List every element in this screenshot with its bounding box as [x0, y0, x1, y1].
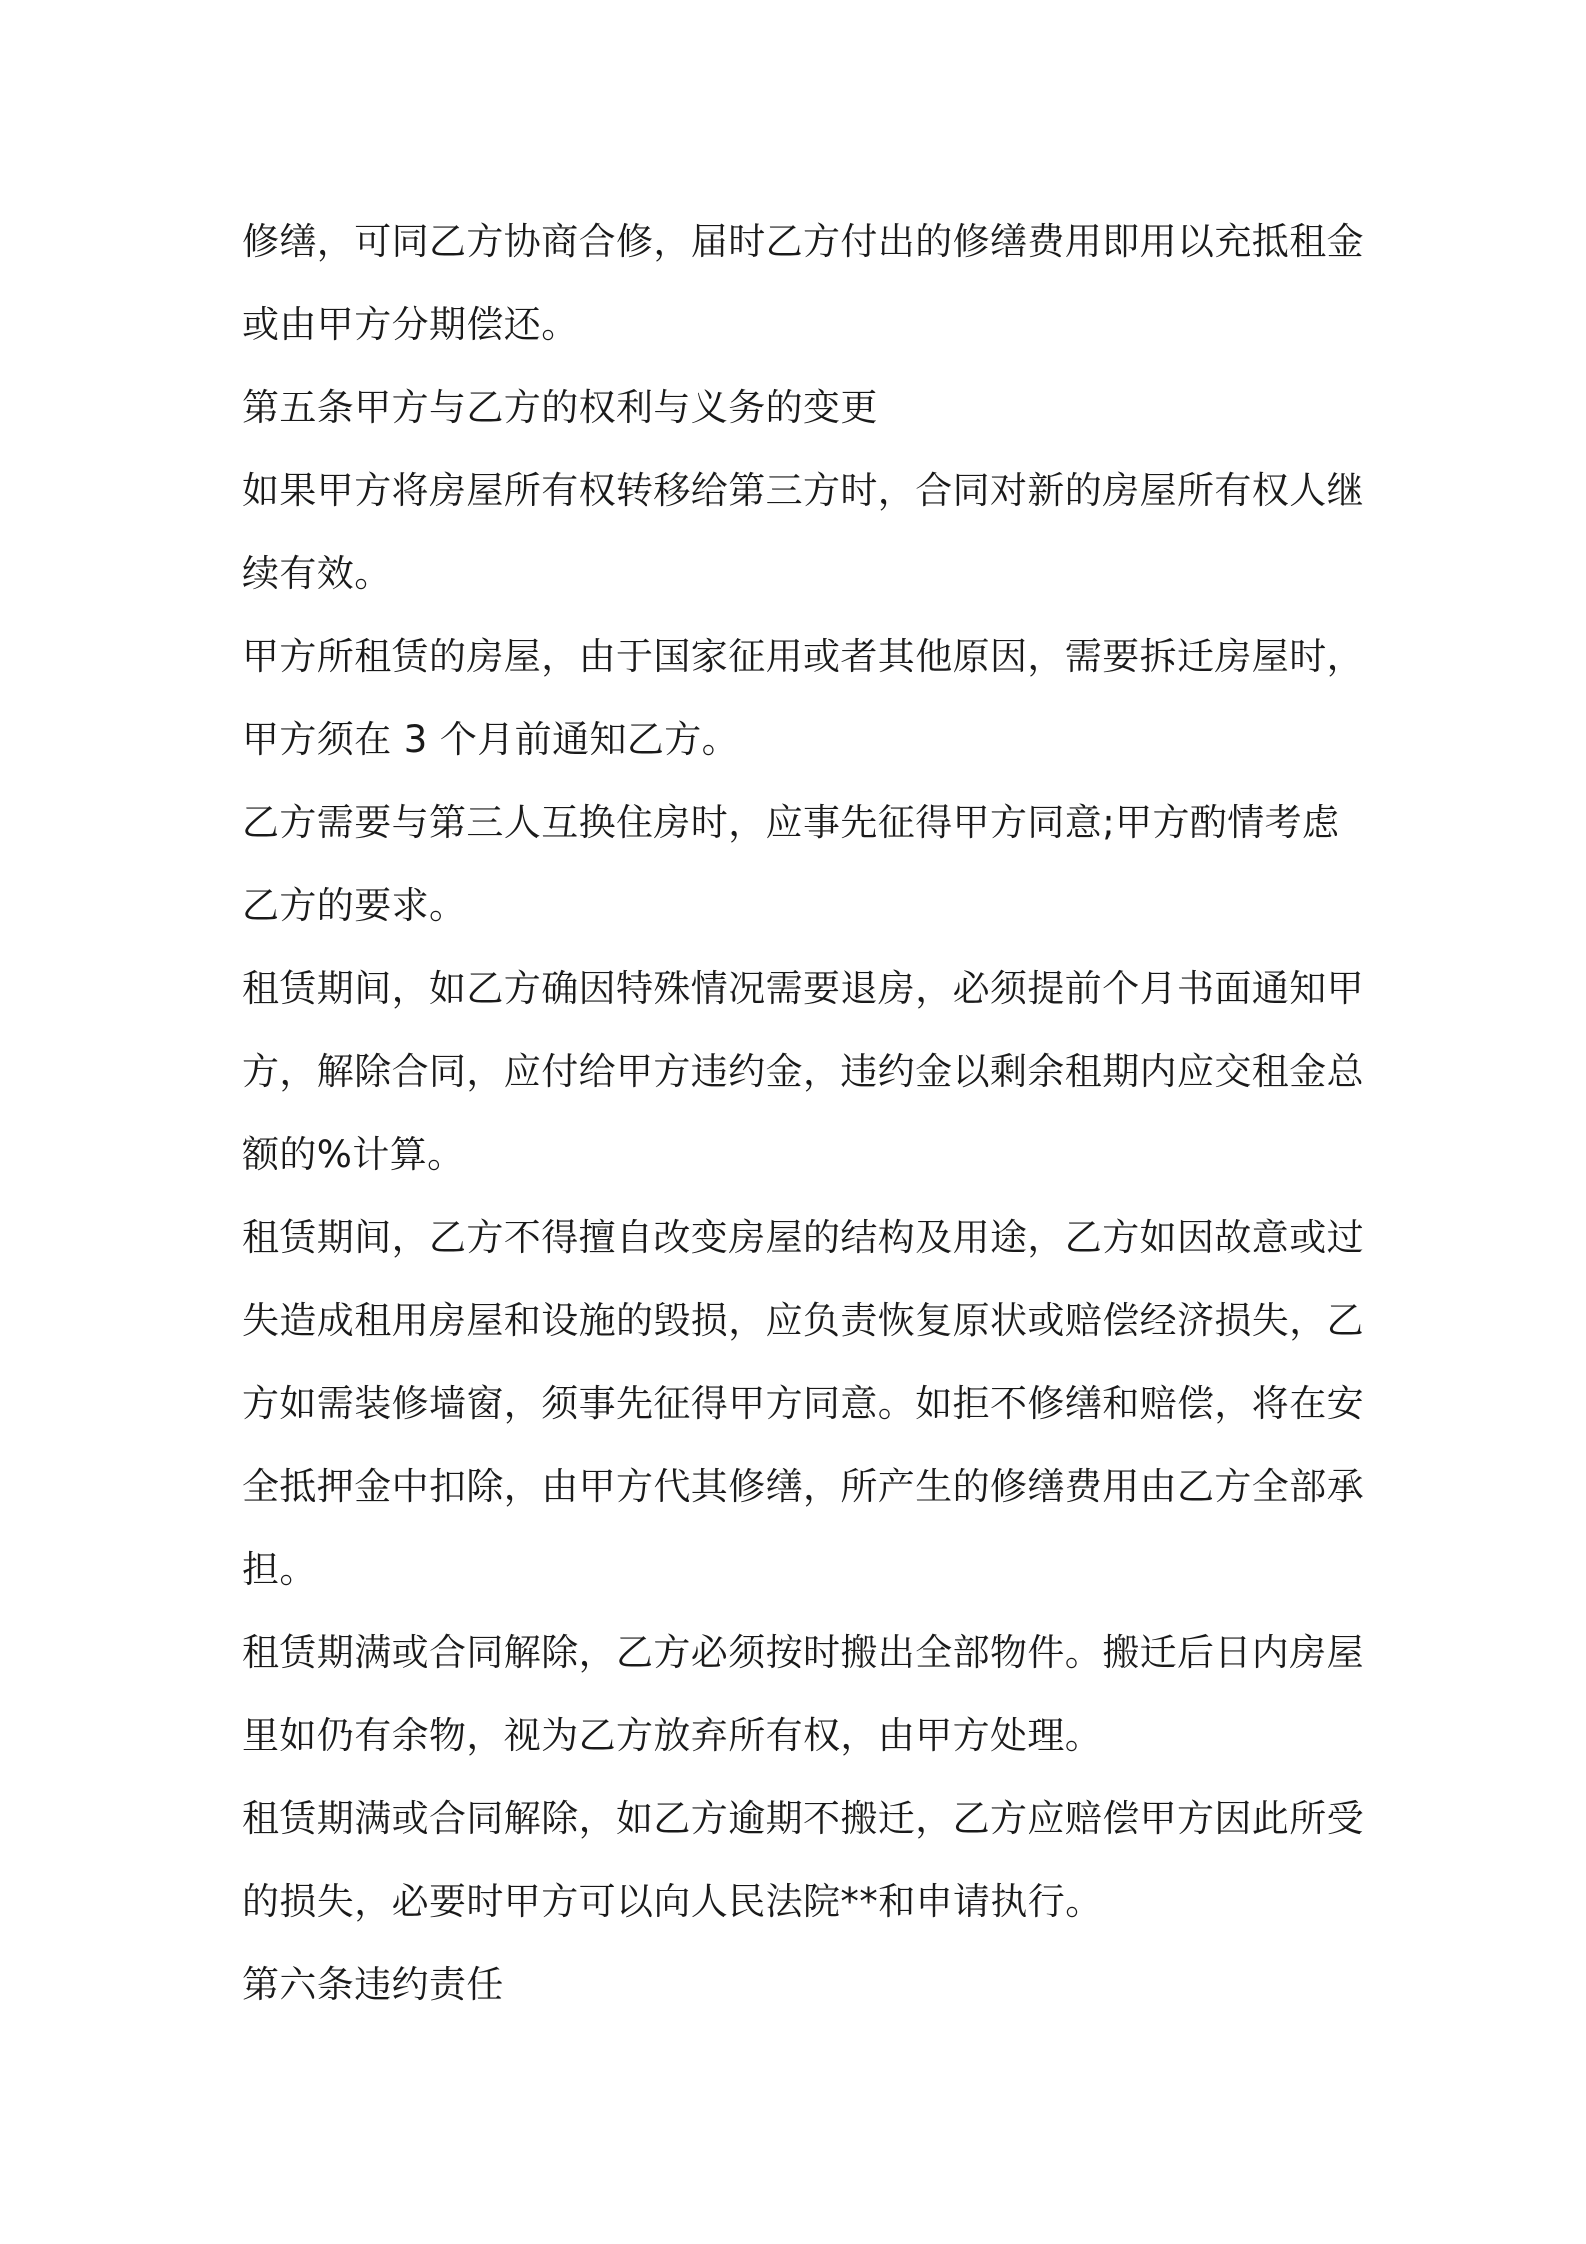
text-line: 方，解除合同，应付给甲方违约金，违约金以剩余租期内应交租金总	[242, 1050, 1364, 1093]
text-line: 续有效。	[242, 552, 392, 595]
section-heading-article-5: 第五条甲方与乙方的权利与义务的变更	[242, 386, 878, 429]
text-line: 修缮，可同乙方协商合修，届时乙方付出的修缮费用即用以充抵租金	[242, 220, 1364, 263]
text-line: 的损失，必要时甲方可以向人民法院**和申请执行。	[242, 1880, 1103, 1923]
text-line: 里如仍有余物，视为乙方放弃所有权，由甲方处理。	[242, 1714, 1103, 1757]
text-line: 租赁期间，如乙方确因特殊情况需要退房，必须提前个月书面通知甲	[242, 967, 1364, 1010]
document-body	[242, 200, 1362, 2026]
text-line: 额的%计算。	[242, 1133, 465, 1176]
text-line: 担。	[242, 1548, 317, 1591]
text-line: 或由甲方分期偿还。	[242, 303, 579, 346]
text-line: 全抵押金中扣除，由甲方代其修缮，所产生的修缮费用由乙方全部承	[242, 1465, 1364, 1508]
text-line: 租赁期满或合同解除，如乙方逾期不搬迁，乙方应赔偿甲方因此所受	[242, 1797, 1364, 1840]
text-line: 失造成租用房屋和设施的毁损，应负责恢复原状或赔偿经济损失，乙	[242, 1299, 1364, 1342]
text-line: 乙方需要与第三人互换住房时，应事先征得甲方同意;甲方酌情考虑	[242, 801, 1340, 844]
text-line: 甲方所租赁的房屋，由于国家征用或者其他原因，需要拆迁房屋时，	[242, 635, 1364, 678]
text-line: 乙方的要求。	[242, 884, 467, 927]
text-line: 租赁期满或合同解除，乙方必须按时搬出全部物件。搬迁后日内房屋	[242, 1631, 1364, 1674]
section-heading-article-6: 第六条违约责任	[242, 1963, 504, 2006]
text-line: 如果甲方将房屋所有权转移给第三方时，合同对新的房屋所有权人继	[242, 469, 1364, 512]
text-line: 甲方须在 3 个月前通知乙方。	[242, 718, 740, 761]
text-line: 租赁期间，乙方不得擅自改变房屋的结构及用途，乙方如因故意或过	[242, 1216, 1364, 1259]
text-line: 方如需装修墙窗，须事先征得甲方同意。如拒不修缮和赔偿，将在安	[242, 1382, 1364, 1425]
